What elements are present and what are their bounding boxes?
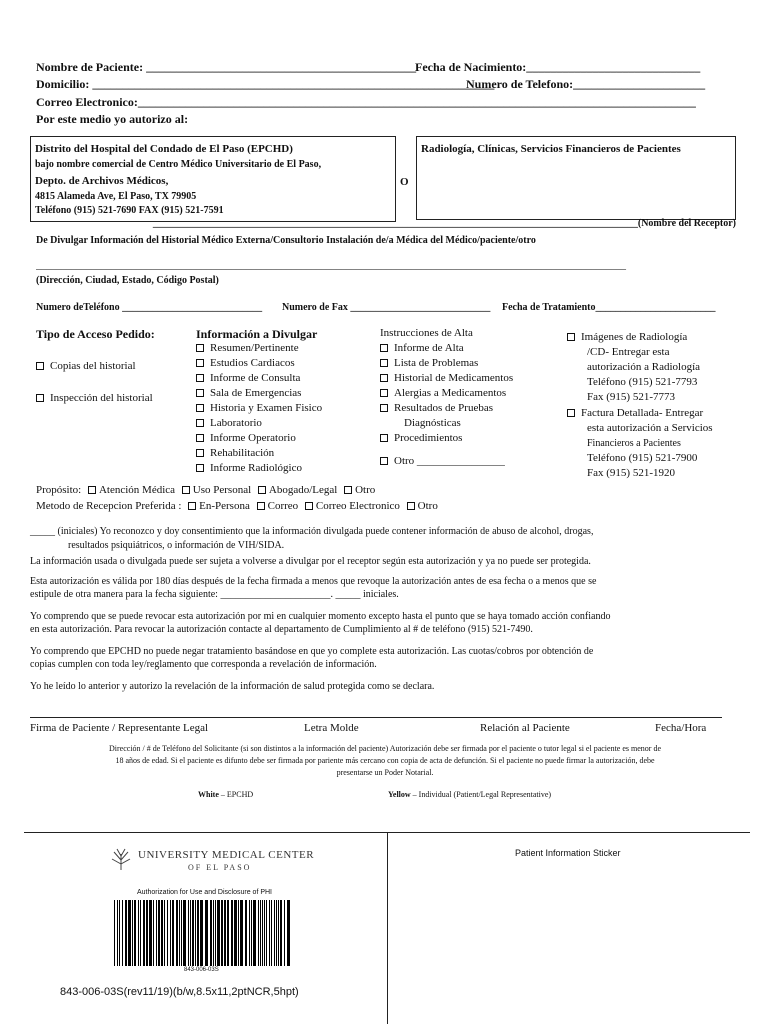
barcode-bar: [132, 900, 133, 966]
receive-label: Metodo de Recepcion Preferida :: [36, 500, 182, 512]
barcode-bar: [156, 900, 157, 966]
billing-line: Fax (915) 521-1920: [587, 467, 675, 479]
checkbox[interactable]: [196, 389, 204, 397]
paragraph-3b: en esta autorización. Para revocar la autorización contacte al departamento de Cumplimiento al # de teléfono (915) 521-7490.: [30, 624, 533, 635]
info-item[interactable]: Informe Operatorio: [196, 431, 322, 446]
radiology-line: Fax (915) 521-7773: [587, 391, 675, 403]
discharge-title: Instrucciones de Alta: [380, 327, 473, 339]
dob-field[interactable]: Fecha de Nacimiento:_____________________________: [415, 60, 701, 74]
checkbox[interactable]: [567, 409, 575, 417]
purpose-row: [36, 484, 375, 496]
billing-line: Financieros a Pacientes: [587, 438, 681, 449]
barcode-bar: [240, 900, 243, 966]
paragraph-1: La información usada o divulgada puede ser sujeta a volverse a divulgar por el receptor según esta autorización y ya no puede ser protegida.: [30, 556, 591, 567]
checkbox[interactable]: [196, 404, 204, 412]
access-title: Tipo de Acceso Pedido:: [36, 327, 155, 341]
barcode-bar: [164, 900, 165, 966]
signature-label: Firma de Paciente / Representante Legal: [30, 722, 209, 734]
discharge-item-other[interactable]: Otro ________________: [380, 454, 513, 469]
barcode-bar: [217, 900, 220, 966]
radiology-option[interactable]: Imágenes de Radiología /CD- Entregar esta autorización a Radiología Teléfono (915) 521-7793 Fax (915) 521-7773: [567, 330, 700, 405]
billing-line: esta autorización a Servicios: [587, 422, 713, 434]
barcode-bar: [149, 900, 152, 966]
barcode-bar: [249, 900, 250, 966]
barcode-bar: [192, 900, 194, 966]
authorize-label: Por este medio yo autorizo al:: [36, 112, 189, 126]
checkbox[interactable]: [380, 359, 388, 367]
fine-print-line: 18 años de edad. Si el paciente es difunto debe ser firmada por pariente más cercano con copia de acta de defunción. Si el paciente no puede firmar la autorización, debe: [115, 756, 655, 765]
barcode-bar: [125, 900, 127, 966]
barcode-bar: [167, 900, 168, 966]
barcode-caption: Authorization for Use and Disclosure of PHI: [137, 889, 273, 896]
signature-line[interactable]: [30, 717, 722, 718]
barcode-bar: [153, 900, 154, 966]
barcode-bar: [284, 900, 285, 966]
checkbox[interactable]: [196, 434, 204, 442]
checkbox[interactable]: [196, 464, 204, 472]
radiology-line: /CD- Entregar esta: [587, 346, 670, 358]
fine-print-line: presentarse un Poder Notarial.: [336, 768, 434, 777]
info-item[interactable]: Informe de Consulta: [196, 371, 322, 386]
hospital-box[interactable]: [30, 136, 396, 222]
barcode-bar: [195, 900, 196, 966]
discharge-item[interactable]: Resultados de Pruebas: [380, 401, 513, 416]
initials-line-2: resultados psiquiátricos, o información de VIH/SIDA.: [68, 540, 285, 551]
receive-option[interactable]: Otro: [417, 500, 438, 512]
checkbox[interactable]: [380, 344, 388, 352]
info-item[interactable]: Informe Radiológico: [196, 461, 322, 476]
barcode-bar: [260, 900, 261, 966]
access-inspection[interactable]: [36, 392, 153, 404]
fine-print-line: Dirección / # de Teléfono del Solicitante (si son distintos a la información del paciente) Autorización debe ser firmada por el paciente o tutor legal si el paciente es menor de: [109, 744, 661, 753]
barcode-bar: [181, 900, 182, 966]
hospital-line-4: 4815 Alameda Ave, El Paso, TX 79905: [35, 191, 197, 202]
checkbox[interactable]: [380, 389, 388, 397]
white-copy: White – EPCHD: [198, 790, 254, 799]
barcode-bar: [170, 900, 171, 966]
copies-label: Copias del historial: [50, 360, 136, 372]
paragraph-3a: Yo comprendo que se puede revocar esta autorización por mi en cualquier momento excepto hasta el punto que se haya tomado acción confiando: [30, 611, 611, 622]
fine-print: [0, 743, 770, 779]
receive-option[interactable]: En-Persona: [199, 500, 250, 512]
barcode-bar: [138, 900, 139, 966]
paragraph-2b[interactable]: estipule de otra manera para la fecha siguiente: ______________________. _____ iniciales.: [30, 589, 399, 600]
relation-label: Relación al Paciente: [480, 722, 570, 734]
barcode-bar: [172, 900, 174, 966]
purpose-option[interactable]: Abogado/Legal: [268, 484, 338, 496]
barcode-bar: [231, 900, 233, 966]
checkbox[interactable]: [567, 333, 575, 341]
barcode-bar: [213, 900, 214, 966]
barcode-bar: [179, 900, 180, 966]
barcode-bar: [266, 900, 267, 966]
discharge-item[interactable]: Procedimientos: [380, 431, 513, 446]
barcode-bar: [117, 900, 118, 966]
checkbox[interactable]: [305, 502, 313, 510]
hospital-line-3: Depto. de Archivos Médicos,: [35, 175, 169, 187]
info-item[interactable]: Estudios Cardiacos: [196, 356, 322, 371]
info-item[interactable]: Sala de Emergencias: [196, 386, 322, 401]
purpose-option[interactable]: Atención Médica: [98, 484, 176, 496]
barcode-bar: [143, 900, 145, 966]
copies-checkbox[interactable]: [36, 362, 44, 370]
discharge-item[interactable]: Informe de Alta: [380, 341, 513, 356]
barcode-bar: [210, 900, 212, 966]
barcode-bar: [122, 900, 123, 966]
purpose-label: Propósito:: [36, 484, 82, 496]
barcode-bar: [238, 900, 239, 966]
phone-field[interactable]: Numero de Telefono:______________________: [466, 77, 706, 91]
email-field[interactable]: Correo Electronico:_____________________________________________________________________________________________: [36, 95, 696, 109]
checkbox[interactable]: [380, 374, 388, 382]
contact-fax-field[interactable]: Numero de Fax ____________________________: [282, 302, 491, 313]
barcode-bar: [264, 900, 265, 966]
discharge-item-cont: Diagnósticas: [404, 417, 461, 429]
barcode: [112, 900, 292, 966]
address-field[interactable]: Domicilio: ___________________________________________________________________: [36, 77, 495, 91]
checkbox[interactable]: [344, 486, 352, 494]
address-entry-line[interactable]: ______________________________________________________________________________________________________________________: [36, 260, 626, 271]
barcode-number: 843-006-03S: [184, 967, 219, 973]
barcode-bar: [176, 900, 178, 966]
barcode-bar: [158, 900, 160, 966]
date-time-label: Fecha/Hora: [655, 722, 707, 734]
treatment-date-field[interactable]: Fecha de Tratamiento________________________: [502, 302, 716, 313]
paragraph-5: Yo he leído lo anterior y autorizo la revelación de la información de salud protegida como se declara.: [30, 681, 435, 692]
barcode-bar: [280, 900, 282, 966]
access-copies[interactable]: [36, 360, 136, 372]
purpose-option[interactable]: Uso Personal: [192, 484, 252, 496]
barcode-bar: [271, 900, 272, 966]
address-caption: (Dirección, Ciudad, Estado, Código Postal): [36, 275, 219, 286]
barcode-bar: [114, 900, 115, 966]
checkbox[interactable]: [407, 502, 415, 510]
barcode-bar: [128, 900, 131, 966]
initials-line[interactable]: _____ (iniciales) Yo reconozco y doy consentimiento que la información divulgada puede contener información de abuso de alcohol, drogas,: [30, 526, 594, 537]
yellow-copy: Yellow – Individual (Patient/Legal Representative): [388, 790, 552, 799]
barcode-bars: [112, 900, 292, 966]
inspection-label: Inspección del historial: [50, 392, 153, 404]
logo-line-1: UNIVERSITY MEDICAL CENTER: [138, 849, 315, 861]
hospital-line-2: bajo nombre comercial de Centro Médico Universitario de El Paso,: [35, 159, 322, 170]
hospital-line-5: Teléfono (915) 521-7690 FAX (915) 521-7591: [35, 205, 224, 216]
info-list: [196, 341, 322, 476]
checkbox[interactable]: [196, 344, 204, 352]
checkbox[interactable]: [380, 457, 388, 465]
form-number: 843-006-03S(rev11/19)(b/w,8.5x11,2ptNCR,5hpt): [60, 986, 299, 998]
receive-row: [36, 500, 438, 512]
checkbox[interactable]: [182, 486, 190, 494]
checkbox[interactable]: [196, 449, 204, 457]
discharge-item[interactable]: Lista de Problemas: [380, 356, 513, 371]
checkbox[interactable]: [88, 486, 96, 494]
checkbox[interactable]: [196, 374, 204, 382]
tree-icon: [108, 846, 134, 872]
barcode-bar: [251, 900, 252, 966]
receive-option[interactable]: Correo: [267, 500, 299, 512]
umc-logo: [108, 846, 134, 877]
checkbox[interactable]: [258, 486, 266, 494]
barcode-bar: [234, 900, 237, 966]
checkbox[interactable]: [196, 359, 204, 367]
checkbox[interactable]: [257, 502, 265, 510]
barcode-bar: [276, 900, 277, 966]
barcode-bar: [258, 900, 259, 966]
info-item[interactable]: Resumen/Pertinente: [196, 341, 322, 356]
barcode-bar: [140, 900, 141, 966]
barcode-bar: [224, 900, 226, 966]
sticker-label: Patient Information Sticker: [515, 848, 621, 858]
radiology-line: Teléfono (915) 521-7793: [587, 376, 698, 388]
radiology-box-title: Radiología, Clínicas, Servicios Financieros de Pacientes: [421, 143, 681, 155]
print-name-label: Letra Molde: [304, 722, 359, 734]
paragraph-4a: Yo comprendo que EPCHD no puede negar tratamiento basándose en que yo complete esta autorización. Las cuotas/cobros por obtención de: [30, 646, 594, 657]
barcode-bar: [227, 900, 229, 966]
checkbox[interactable]: [380, 434, 388, 442]
receiver-name-line[interactable]: _________________________________________________________________________________________________(Nombre del Receptor): [152, 218, 736, 229]
contact-phone-field[interactable]: Numero deTeléfono ____________________________: [36, 302, 263, 313]
footer-vertical-divider: [387, 832, 388, 1024]
barcode-bar: [197, 900, 199, 966]
info-item[interactable]: Laboratorio: [196, 416, 322, 431]
paragraph-4b: copias cumplen con toda ley/reglamento que corresponda a revelación de información.: [30, 659, 377, 670]
disclose-line: De Divulgar Información del Historial Médico Externa/Consultorio Instalación de/a Médica del Médico/paciente/otro: [36, 235, 536, 246]
barcode-bar: [134, 900, 136, 966]
barcode-bar: [205, 900, 208, 966]
barcode-bar: [262, 900, 263, 966]
logo-line-2: OF EL PASO: [188, 863, 252, 872]
hospital-line-1: Distrito del Hospital del Condado de El Paso (EPCHD): [35, 143, 293, 155]
radiology-line: autorización a Radiología: [587, 361, 701, 373]
barcode-bar: [215, 900, 216, 966]
purpose-option[interactable]: Otro: [355, 484, 376, 496]
receive-option[interactable]: Correo Electronico: [315, 500, 400, 512]
discharge-item[interactable]: Historial de Medicamentos: [380, 371, 513, 386]
info-item[interactable]: Rehabilitación: [196, 446, 322, 461]
checkbox[interactable]: [380, 404, 388, 412]
barcode-bar: [287, 900, 290, 966]
patient-name-field[interactable]: Nombre de Paciente: _____________________________________________: [36, 60, 417, 74]
info-title: Información a Divulgar: [196, 327, 318, 341]
barcode-bar: [161, 900, 163, 966]
discharge-item[interactable]: Alergias a Medicamentos: [380, 386, 513, 401]
or-label: O: [400, 176, 409, 188]
barcode-bar: [190, 900, 191, 966]
checkbox[interactable]: [188, 502, 196, 510]
barcode-bar: [183, 900, 186, 966]
paragraph-2a: Esta autorización es válida por 180 días después de la fecha firmada a menos que revoque la autorización antes de esa fecha o a menos que se: [30, 576, 597, 587]
info-item[interactable]: Historia y Examen Fisico: [196, 401, 322, 416]
barcode-bar: [278, 900, 279, 966]
barcode-bar: [188, 900, 189, 966]
barcode-bar: [253, 900, 256, 966]
inspection-checkbox[interactable]: [36, 394, 44, 402]
billing-option[interactable]: Factura Detallada- Entregar esta autorización a Servicios Financieros a Pacientes Teléfono (915) 521-7900 Fax (915) 521-1920: [567, 406, 713, 481]
discharge-list: [380, 341, 513, 469]
checkbox[interactable]: [196, 419, 204, 427]
radiology-box[interactable]: [416, 136, 736, 220]
billing-line: Teléfono (915) 521-7900: [587, 452, 698, 464]
barcode-bar: [200, 900, 203, 966]
barcode-bar: [269, 900, 270, 966]
barcode-bar: [146, 900, 148, 966]
barcode-bar: [119, 900, 120, 966]
barcode-bar: [221, 900, 223, 966]
barcode-bar: [245, 900, 247, 966]
barcode-bar: [274, 900, 275, 966]
